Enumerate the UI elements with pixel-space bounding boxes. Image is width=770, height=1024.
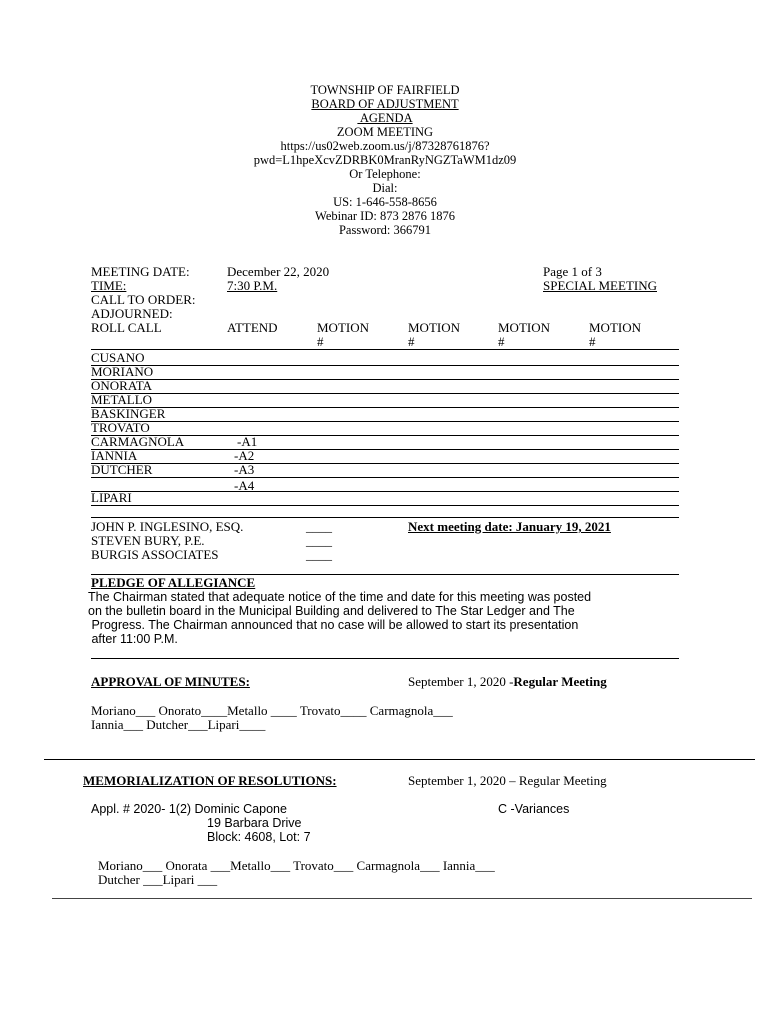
minutes-title: APPROVAL OF MINUTES: — [91, 674, 250, 689]
resolutions-meeting: September 1, 2020 – Regular Meeting — [408, 773, 607, 788]
call-to-order-label: CALL TO ORDER: — [91, 292, 196, 307]
section-divider — [91, 517, 679, 518]
telephone-label: Or Telephone: — [349, 167, 421, 181]
agenda-title — [0, 111, 770, 125]
row-divider — [91, 477, 679, 478]
row-divider — [91, 421, 679, 422]
row-divider — [91, 393, 679, 394]
meeting-date-value: December 22, 2020 — [227, 264, 330, 279]
row-divider — [91, 449, 679, 450]
motion-header-2: MOTION — [408, 320, 460, 335]
row-divider — [91, 505, 679, 506]
motion-hash-4: # — [589, 334, 596, 349]
next-meeting-date: Next meeting date: January 19, 2021 — [408, 519, 611, 534]
attorney-blank: ____ — [306, 519, 332, 534]
application-address: 19 Barbara Drive — [207, 816, 302, 830]
member-iannia: IANNIA — [91, 448, 138, 463]
attorney-name: JOHN P. INGLESINO, ESQ. — [91, 519, 244, 534]
roll-call-label: ROLL CALL — [91, 320, 162, 335]
row-divider — [91, 491, 679, 492]
alternate-a4: -A4 — [234, 478, 255, 493]
time-label: TIME: — [91, 278, 127, 293]
pledge-text-line1: The Chairman stated that adequate notice of the time and date for this meeting was posted — [88, 590, 592, 604]
application-block-lot: Block: 4608, Lot: 7 — [207, 830, 311, 844]
member-cusano: CUSANO — [91, 350, 145, 365]
planner-name: BURGIS ASSOCIATES — [91, 547, 219, 562]
page-number: Page 1 of 3 — [543, 264, 602, 279]
minutes-meeting — [408, 675, 607, 689]
pledge-text-line2: on the bulletin board in the Municipal Building and delivered to The Star Ledger and The — [88, 604, 575, 618]
zoom-meeting-label: ZOOM MEETING — [336, 125, 434, 139]
meeting-date-label: MEETING DATE: — [91, 264, 190, 279]
member-metallo: METALLO — [91, 392, 153, 407]
application-number: Appl. # 2020- 1(2) Dominic Capone — [91, 802, 287, 816]
engineer-blank: ____ — [306, 533, 332, 548]
motion-header-1: MOTION — [317, 320, 369, 335]
major-divider — [44, 759, 755, 760]
engineer-name: STEVEN BURY, P.E. — [91, 533, 205, 548]
meeting-type: SPECIAL MEETING — [543, 278, 657, 293]
resolutions-title: MEMORIALIZATION OF RESOLUTIONS: — [83, 773, 337, 788]
resolutions-vote-line1: Moriano___ Onorata ___Metallo___ Trovato___ Carmagnola___ Iannia___ — [98, 858, 495, 873]
agenda-title-text: AGENDA — [357, 111, 413, 125]
pledge-title: PLEDGE OF ALLEGIANCE — [91, 575, 256, 590]
member-onorata: ONORATA — [91, 378, 153, 393]
roll-header-divider — [91, 349, 679, 350]
motion-header-4: MOTION — [589, 320, 641, 335]
password: Password: 366791 — [338, 223, 432, 237]
zoom-link-line2[interactable]: pwd=L1hpeXcvZDRBK0MranRyNGZTaWM1dz09 — [253, 153, 517, 167]
planner-blank: ____ — [306, 547, 332, 562]
bottom-divider — [52, 898, 752, 899]
motion-hash-1: # — [317, 334, 324, 349]
minutes-vote-line1: Moriano___ Onorato____Metallo ____ Trovato____ Carmagnola___ — [91, 703, 453, 718]
board-title-text: BOARD OF ADJUSTMENT — [311, 97, 459, 111]
zoom-link-line1[interactable]: https://us02web.zoom.us/j/87328761876? — [280, 139, 490, 153]
row-divider — [91, 463, 679, 464]
township-title: TOWNSHIP OF FAIRFIELD — [310, 83, 460, 97]
row-divider — [91, 379, 679, 380]
webinar-id: Webinar ID: 873 2876 1876 — [315, 209, 455, 223]
member-carmagnola: CARMAGNOLA — [91, 434, 185, 449]
time-value: 7:30 P.M. — [227, 278, 278, 293]
member-dutcher: DUTCHER — [91, 462, 153, 477]
alternate-a1: -A1 — [237, 434, 258, 449]
minutes-vote-line2: Iannia___ Dutcher___Lipari____ — [91, 717, 266, 732]
section-divider — [91, 658, 679, 659]
member-trovato: TROVATO — [91, 420, 150, 435]
board-title — [0, 97, 770, 111]
pledge-text-line4: after 11:00 P.M. — [88, 632, 178, 646]
member-baskinger: BASKINGER — [91, 406, 166, 421]
minutes-date: September 1, 2020 - — [408, 674, 514, 689]
attend-header: ATTEND — [227, 320, 278, 335]
resolutions-vote-line2: Dutcher ___Lipari ___ — [98, 872, 218, 887]
variance-type: C -Variances — [498, 802, 570, 816]
row-divider — [91, 365, 679, 366]
alternate-a2: -A2 — [234, 448, 255, 463]
motion-hash-2: # — [408, 334, 415, 349]
motion-header-3: MOTION — [498, 320, 550, 335]
phone-number: US: 1-646-558-8656 — [333, 195, 437, 209]
dial-label: Dial: — [372, 181, 398, 195]
minutes-type: Regular Meeting — [513, 674, 607, 689]
pledge-text-line3: Progress. The Chairman announced that no case will be allowed to start its presentation — [88, 618, 579, 632]
member-moriano: MORIANO — [91, 364, 154, 379]
alternate-a3: -A3 — [234, 462, 255, 477]
motion-hash-3: # — [498, 334, 505, 349]
member-lipari: LIPARI — [91, 490, 132, 505]
row-divider — [91, 407, 679, 408]
adjourned-label: ADJOURNED: — [91, 306, 173, 321]
